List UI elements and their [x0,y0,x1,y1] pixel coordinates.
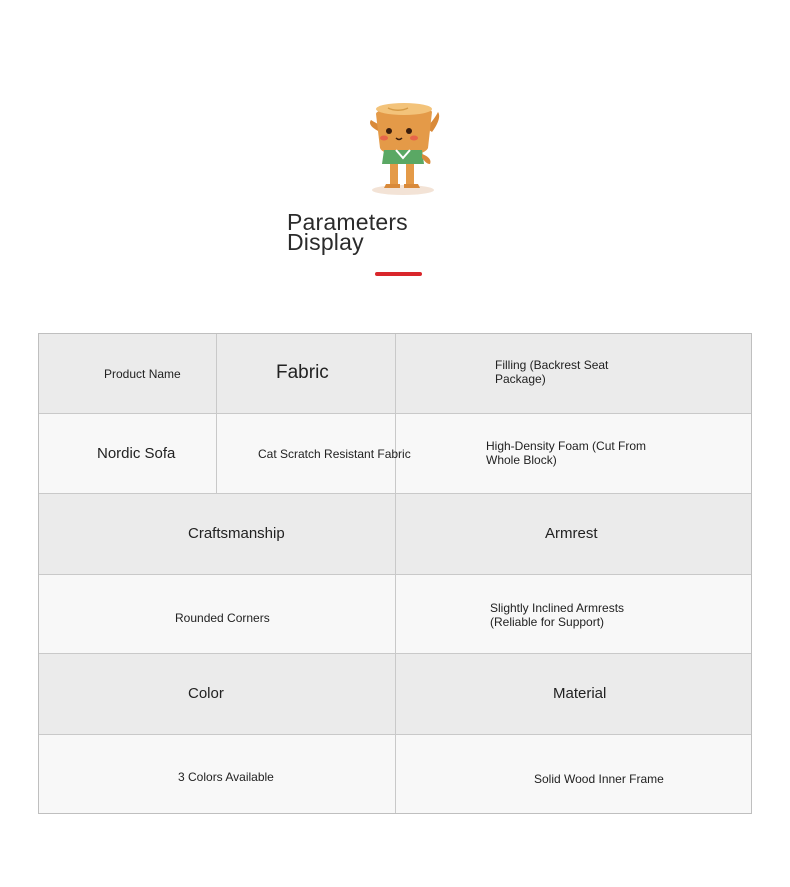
column-divider [395,494,396,574]
page-title [287,209,408,255]
page-title-line1: Parameters [287,209,408,235]
filling-value: High-Density Foam (Cut From Whole Block) [486,439,647,467]
column-divider [395,334,396,413]
column-divider [395,735,396,813]
fabric-label: Fabric [276,362,329,383]
craftsmanship-label: Craftsmanship [188,525,285,542]
column-divider [395,575,396,653]
column-divider [395,654,396,734]
product-name-label: Product Name [104,367,181,381]
product-name-value: Nordic Sofa [97,445,176,462]
table-row [39,494,751,575]
table-row [39,575,751,654]
column-divider [216,414,217,493]
tree-stump-mascot-icon [362,98,444,198]
material-value: Solid Wood Inner Frame [534,772,664,786]
craftsmanship-value: Rounded Corners [175,611,270,625]
table-row [39,334,751,414]
fabric-value: Cat Scratch Resistant Fabric [258,447,411,461]
page-title-line2: Display [287,229,364,255]
title-underline [375,272,422,276]
material-label: Material [553,685,607,702]
parameters-table [38,333,752,814]
filling-label: Filling (Backrest Seat Package) [495,358,609,386]
armrest-value: Slightly Inclined Armrests (Reliable for Support) [490,601,625,629]
table-row [39,414,751,494]
armrest-label: Armrest [545,525,598,542]
table-row [39,654,751,735]
color-label: Color [188,685,224,702]
table-row [39,735,751,813]
color-value: 3 Colors Available [178,770,274,784]
column-divider [216,334,217,413]
